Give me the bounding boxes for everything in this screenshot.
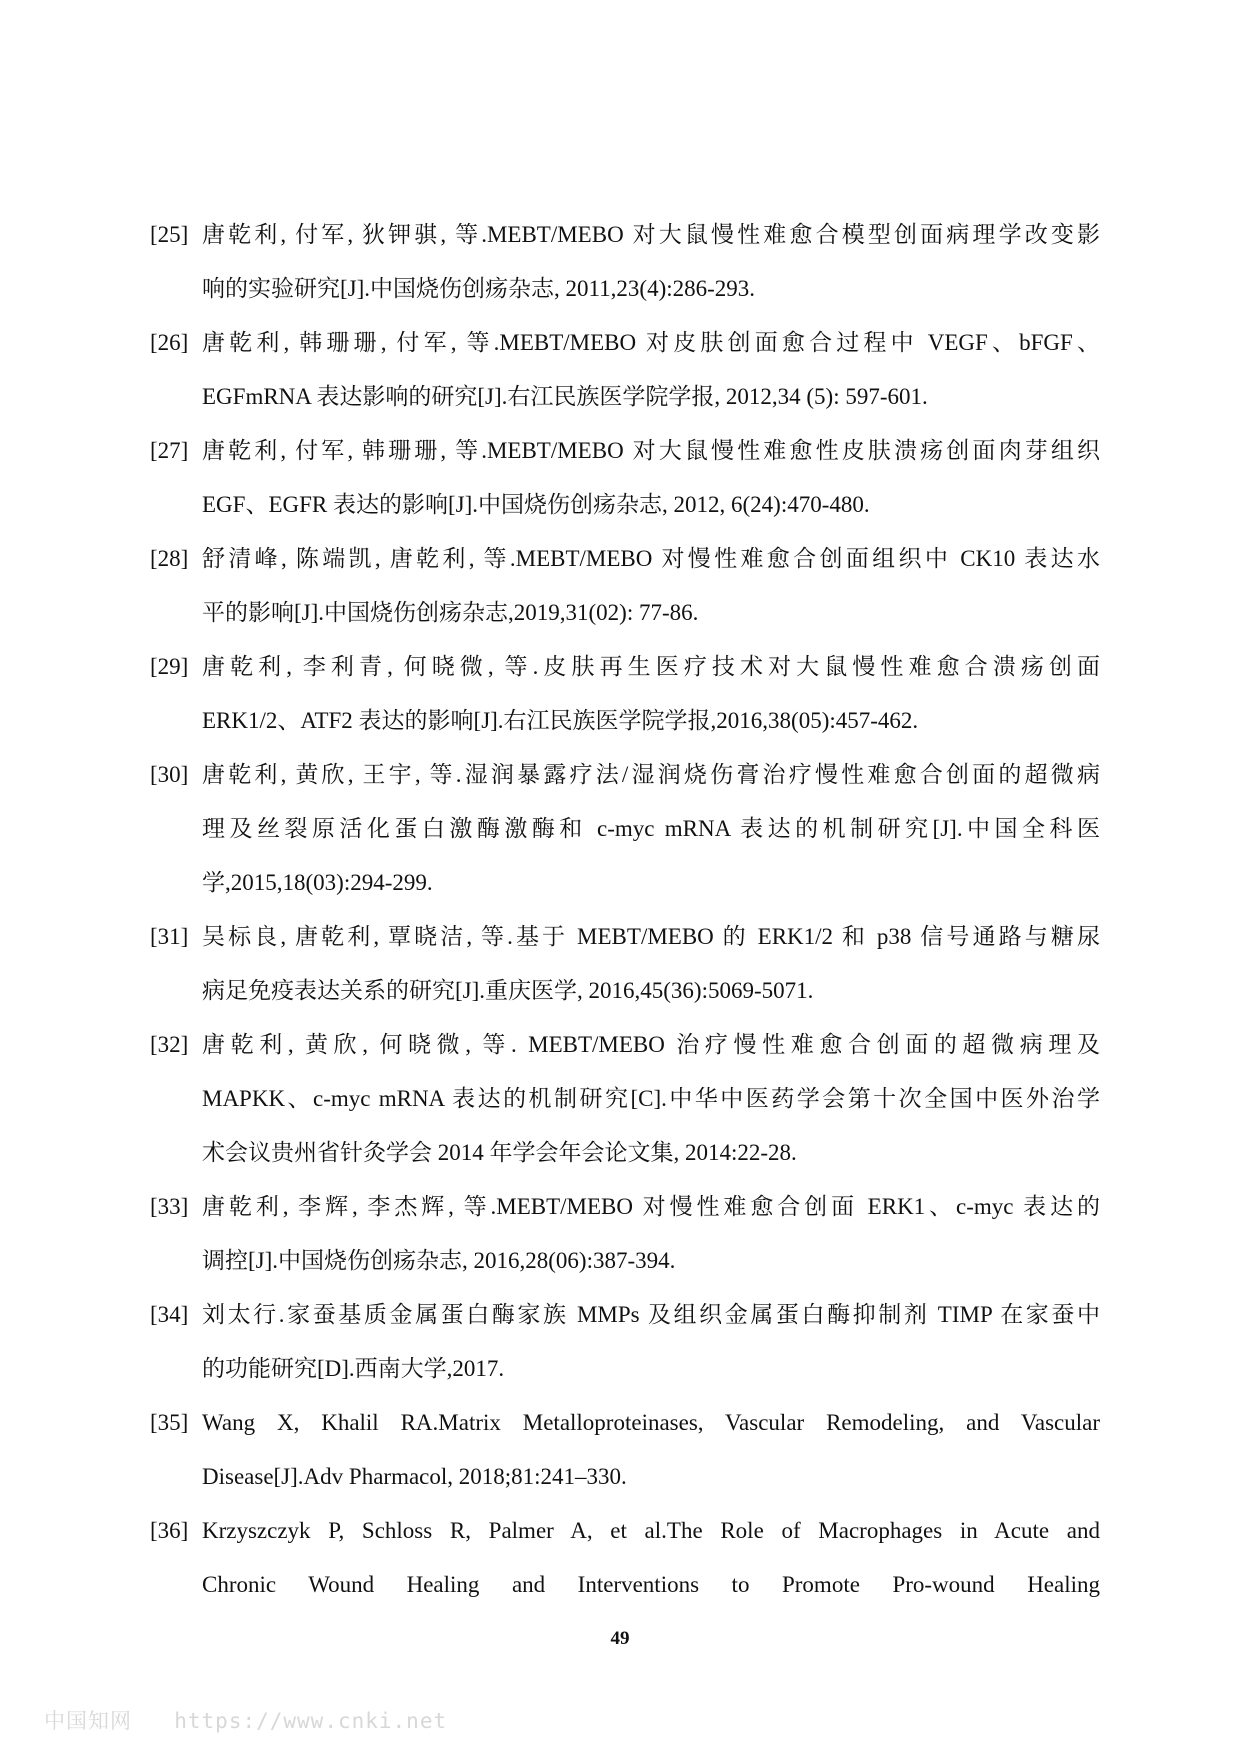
reference-number: [33] (150, 1194, 189, 1219)
reference-item (150, 910, 1100, 1018)
reference-item (150, 640, 1100, 748)
reference-text-line: 唐乾利, 付军, 狄钾骐, 等.MEBT/MEBO 对大鼠慢性难愈合模型创面病理学改变影 (202, 222, 1100, 247)
reference-text-line: 刘太行.家蚕基质金属蛋白酶家族 MMPs 及组织金属蛋白酶抑制剂 TIMP 在家蚕中 (202, 1302, 1100, 1327)
reference-text-line: 唐乾利, 李辉, 李杰辉, 等.MEBT/MEBO 对慢性难愈合创面 ERK1、c-myc 表达的 (202, 1194, 1100, 1219)
reference-number: [26] (150, 330, 189, 355)
reference-text-line: Chronic Wound Healing and Interventions to Promote Pro-wound Healing (202, 1572, 1100, 1597)
reference-item (150, 532, 1100, 640)
reference-text-line: 平的影响[J].中国烧伤创疡杂志,2019,31(02): 77-86. (202, 600, 699, 625)
reference-text-line: 理及丝裂原活化蛋白激酶激酶和 c-myc mRNA 表达的机制研究[J].中国全科医 (202, 816, 1100, 841)
cnki-watermark (44, 1705, 447, 1735)
reference-number: [31] (150, 924, 189, 949)
reference-item (150, 424, 1100, 532)
reference-text-line: 唐乾利, 付军, 韩珊珊, 等.MEBT/MEBO 对大鼠慢性难愈性皮肤溃疡创面肉芽组织 (202, 438, 1100, 463)
reference-number: [30] (150, 762, 189, 787)
reference-text-line: MAPKK、c-myc mRNA 表达的机制研究[C].中华中医药学会第十次全国中医外治学 (202, 1086, 1100, 1111)
reference-text-line: 的功能研究[D].西南大学,2017. (202, 1356, 505, 1381)
reference-number: [36] (150, 1518, 189, 1543)
reference-text-line: Disease[J].Adv Pharmacol, 2018;81:241–330. (202, 1464, 627, 1489)
reference-text-line: 吴标良, 唐乾利, 覃晓洁, 等.基于 MEBT/MEBO 的 ERK1/2 和 p38 信号通路与糖尿 (202, 924, 1100, 949)
reference-number: [25] (150, 222, 189, 247)
reference-text-line: 唐乾利, 黄欣, 何晓微, 等. MEBT/MEBO 治疗慢性难愈合创面的超微病理及 (202, 1032, 1100, 1057)
reference-text-line: 学,2015,18(03):294-299. (202, 870, 433, 895)
watermark-logo: 中国知网 (44, 1709, 132, 1733)
reference-item (150, 208, 1100, 316)
reference-item (150, 316, 1100, 424)
reference-text-line: 响的实验研究[J].中国烧伤创疡杂志, 2011,23(4):286-293. (202, 276, 756, 301)
page-number: 49 (610, 1628, 630, 1649)
reference-item (150, 1396, 1100, 1504)
reference-number: [32] (150, 1032, 189, 1057)
reference-number: [27] (150, 438, 189, 463)
reference-item (150, 1288, 1100, 1396)
reference-text-line: EGFmRNA 表达影响的研究[J].右江民族医学院学报, 2012,34 (5): 597-601. (202, 384, 928, 409)
reference-text-line: Wang X, Khalil RA.Matrix Metalloproteinases, Vascular Remodeling, and Vascular (202, 1410, 1100, 1435)
reference-text-line: 术会议贵州省针灸学会 2014 年学会年会论文集, 2014:22-28. (202, 1140, 797, 1165)
reference-text-line: 唐乾利, 李利青, 何晓微, 等.皮肤再生医疗技术对大鼠慢性难愈合溃疡创面 (202, 654, 1100, 679)
reference-text-line: ERK1/2、ATF2 表达的影响[J].右江民族医学院学报,2016,38(05):457-462. (202, 708, 919, 733)
reference-number: [34] (150, 1302, 189, 1327)
reference-text-line: 唐乾利, 韩珊珊, 付军, 等.MEBT/MEBO 对皮肤创面愈合过程中 VEGF、bFGF、 (202, 330, 1100, 355)
reference-text-line: 舒清峰, 陈端凯, 唐乾利, 等.MEBT/MEBO 对慢性难愈合创面组织中 CK10 表达水 (202, 546, 1100, 571)
reference-text-line: Krzyszczyk P, Schloss R, Palmer A, et al.The Role of Macrophages in Acute and (202, 1518, 1100, 1543)
reference-item (150, 1018, 1100, 1180)
reference-text-line: 病足免疫表达关系的研究[J].重庆医学, 2016,45(36):5069-5071. (202, 978, 814, 1003)
reference-item (150, 1180, 1100, 1288)
watermark-url: https://www.cnki.net (174, 1709, 448, 1733)
reference-text-line: 调控[J].中国烧伤创疡杂志, 2016,28(06):387-394. (202, 1248, 676, 1273)
reference-item (150, 1504, 1100, 1612)
reference-text-line: EGF、EGFR 表达的影响[J].中国烧伤创疡杂志, 2012, 6(24):470-480. (202, 492, 870, 517)
reference-number: [35] (150, 1410, 189, 1435)
reference-number: [29] (150, 654, 189, 679)
reference-list (150, 208, 1100, 1612)
reference-number: [28] (150, 546, 189, 571)
reference-text-line: 唐乾利, 黄欣, 王宇, 等.湿润暴露疗法/湿润烧伤膏治疗慢性难愈合创面的超微病 (202, 762, 1100, 787)
reference-item (150, 748, 1100, 910)
